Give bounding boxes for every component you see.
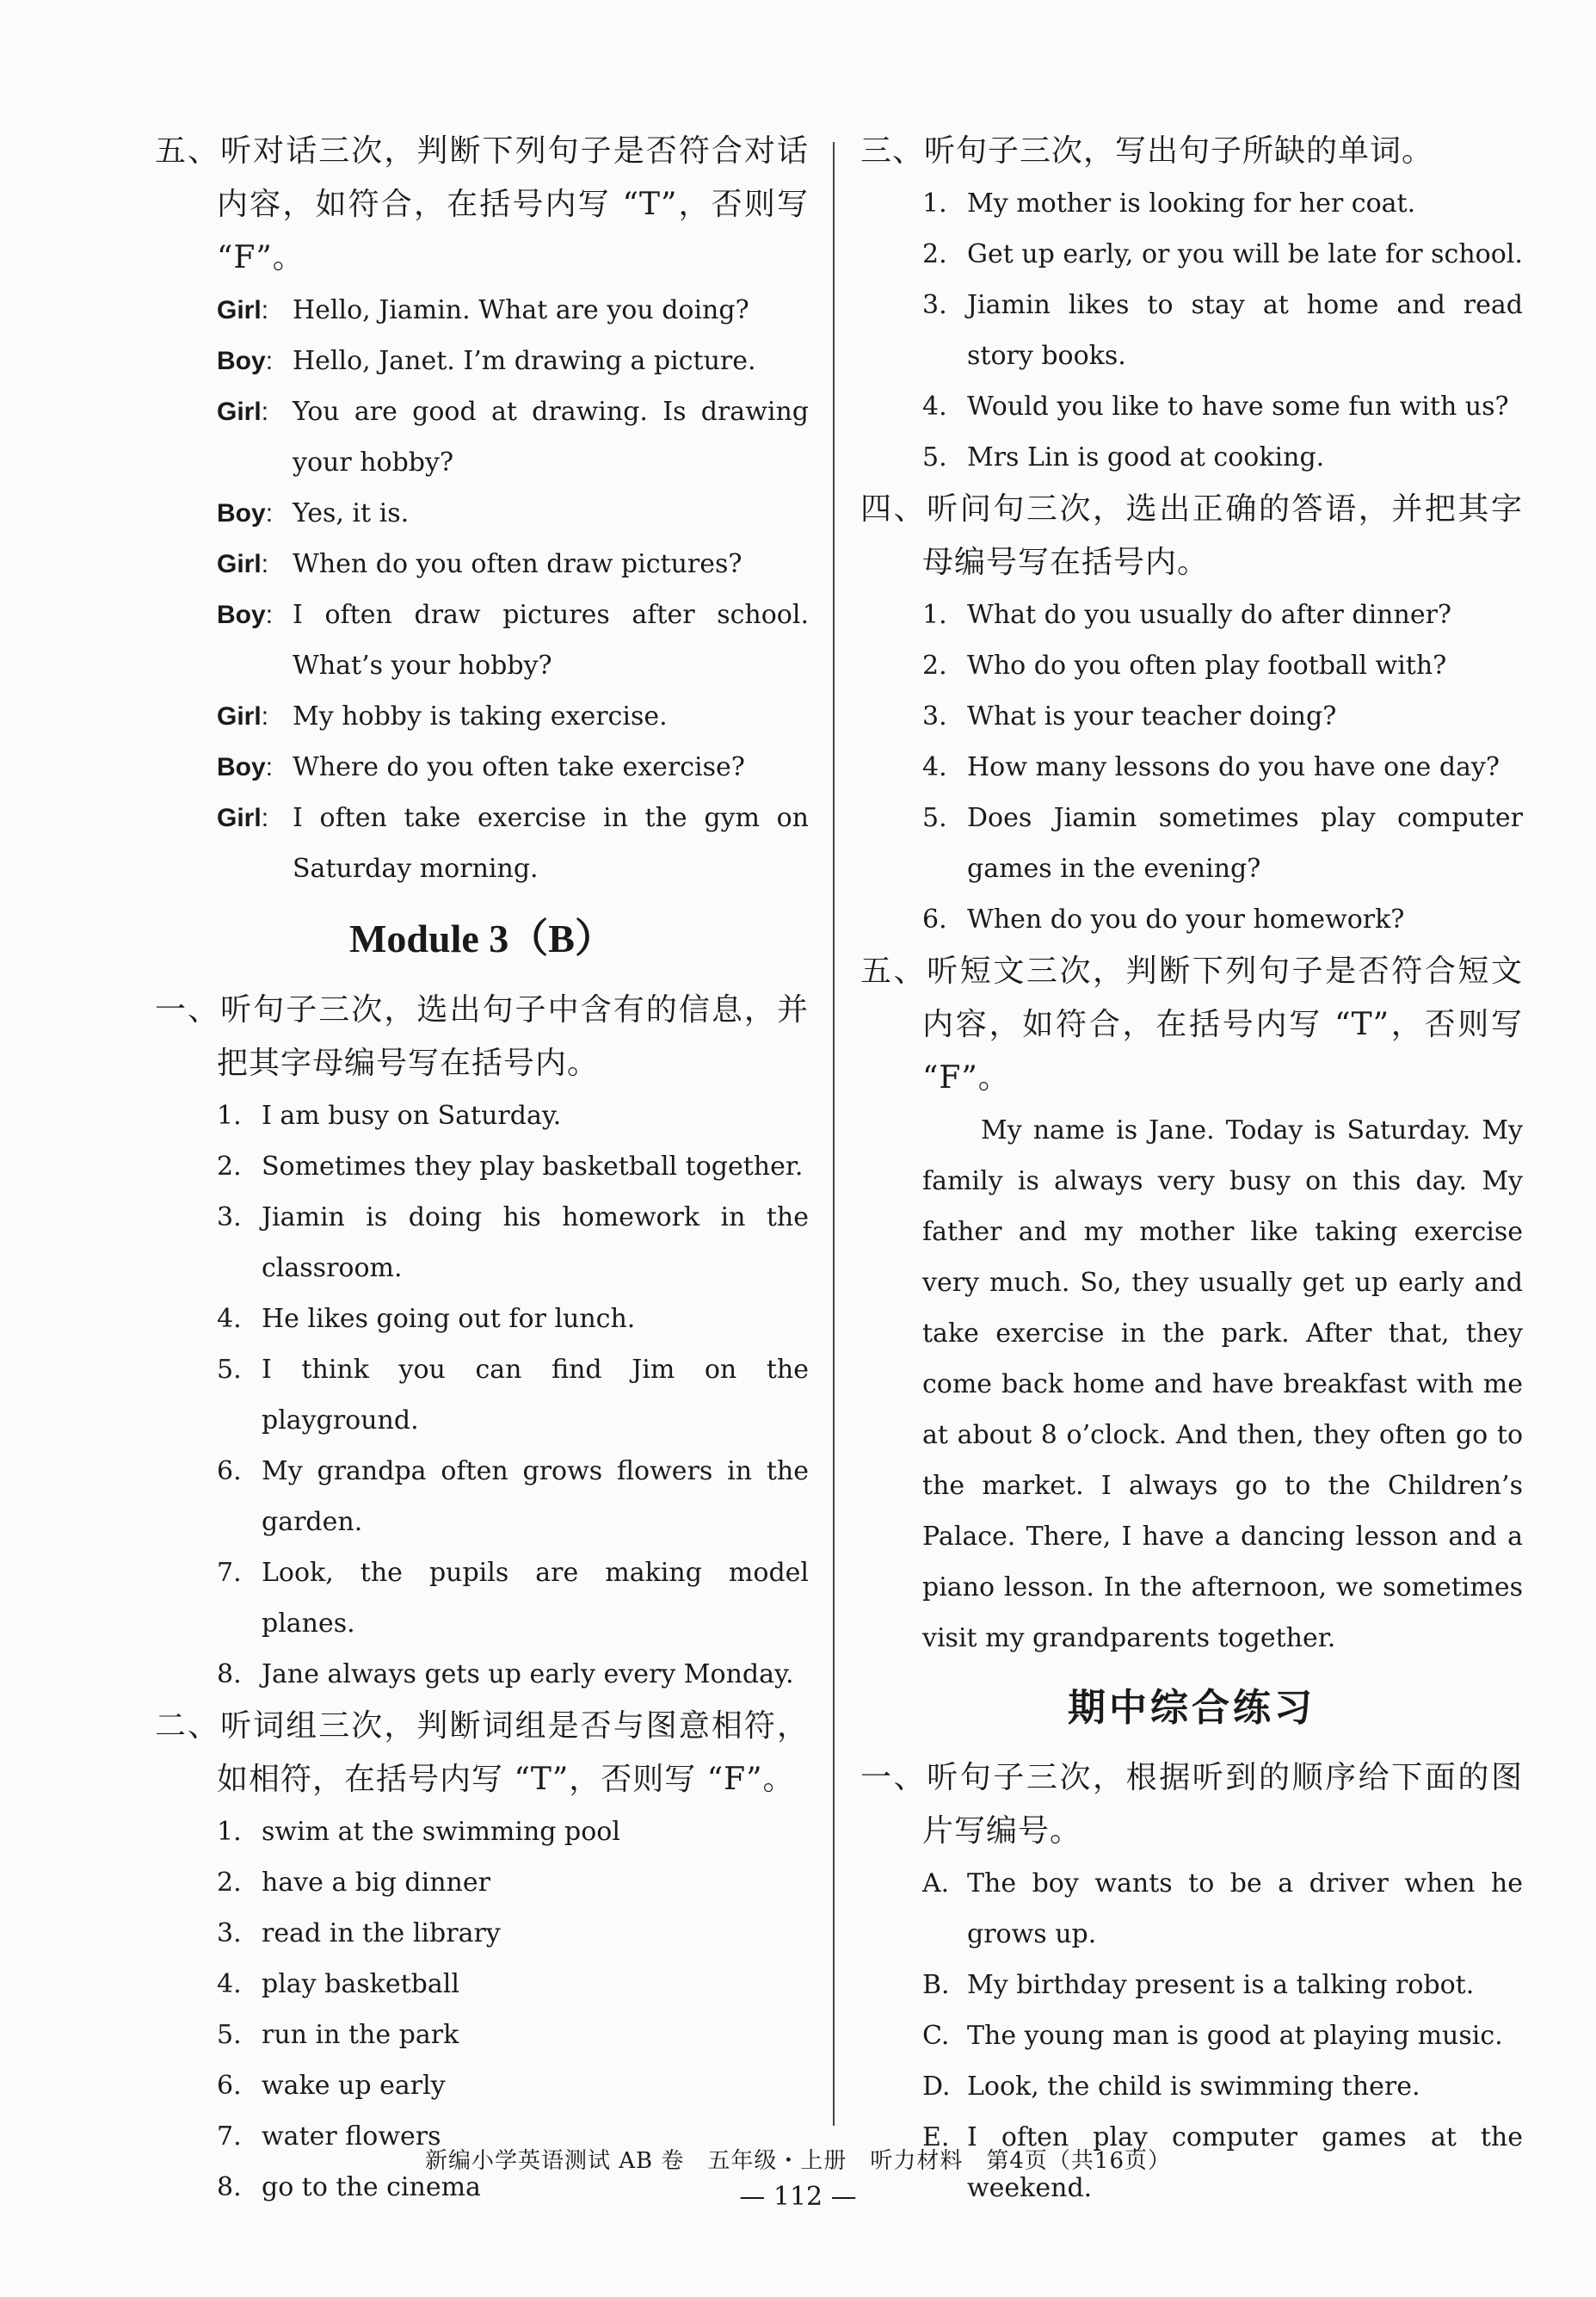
section-4-instructions: 四、听问句三次，选出正确的答语，并把其字母编号写在括号内。: [860, 491, 1523, 580]
list-item: B. My birthday present is a talking robot.: [922, 1970, 1475, 2000]
list-item: 2. Who do you often play football with?: [922, 651, 1447, 681]
section-3-list: [860, 178, 1523, 483]
section-1-instructions: 一、听句子三次，选出句子中含有的信息，并把其字母编号写在括号内。: [155, 992, 809, 1081]
section-4-list: [860, 590, 1523, 945]
right-column: [860, 125, 1523, 2214]
list-item: 4. play basketball: [217, 1969, 459, 1999]
column-divider: [833, 142, 835, 2126]
list-item: 8. Jane always gets up early every Monday.: [217, 1659, 794, 1689]
list-item: 4. Would you like to have some fun with us?: [922, 392, 1509, 422]
list-item: D. Look, the child is swimming there.: [922, 2072, 1420, 2102]
list-item: 4. He likes going out for lunch.: [217, 1304, 636, 1334]
section-5-dialogue-instructions: 五、听对话三次，判断下列句子是否符合对话内容，如符合，在括号内写 “T”，否则写 “F”。: [155, 133, 809, 275]
dialogue-line: Boy: Hello, Janet. I’m drawing a picture.: [217, 346, 756, 376]
dialogue-line: Boy: Yes, it is.: [217, 498, 410, 528]
list-item: 5. Does Jiamin sometimes play computer games in the evening?: [922, 803, 1523, 884]
list-item: 6. wake up early: [217, 2071, 446, 2101]
list-item: 7. water flowers: [217, 2121, 441, 2152]
dialogue-line: Girl: I often take exercise in the gym on Saturday morning.: [217, 803, 809, 884]
list-item: 3. Jiamin likes to stay at home and read story books.: [922, 290, 1523, 371]
list-item: E. I often play computer games at the weekend.: [922, 2122, 1523, 2203]
list-item: 1. What do you usually do after dinner?: [922, 600, 1451, 630]
page-number: — 112 —: [739, 2182, 857, 2212]
list-item: C. The young man is good at playing music.: [922, 2021, 1503, 2051]
list-item: 1. swim at the swimming pool: [217, 1817, 620, 1847]
list-item: 6. When do you do your homework?: [922, 905, 1405, 935]
list-item: 3. Jiamin is doing his homework in the classroom.: [217, 1202, 809, 1283]
list-item: 7. Look, the pupils are making model planes.: [217, 1558, 809, 1639]
list-item: 8. go to the cinema: [217, 2172, 481, 2202]
dialogue-line: Girl: When do you often draw pictures?: [217, 549, 743, 579]
footer-book-info: 新编小学英语测试 AB 卷 五年级・上册 听力材料 第4页（共16页）: [424, 2148, 1172, 2174]
section-2-instructions: 二、听词组三次，判断词组是否与图意相符，如相符，在括号内写 “T”，否则写 “F”。: [155, 1708, 809, 1797]
dialogue-line: Girl: My hobby is taking exercise.: [217, 701, 668, 732]
list-item: 3. What is your teacher doing?: [922, 701, 1337, 732]
section-1-list: [155, 1090, 809, 1700]
list-item: 1. I am busy on Saturday.: [217, 1101, 562, 1131]
list-item: 5. run in the park: [217, 2020, 459, 2050]
list-item: 2. Sometimes they play basketball together.: [217, 1152, 804, 1182]
list-item: 6. My grandpa often grows flowers in the garden.: [217, 1456, 809, 1537]
list-item: 3. read in the library: [217, 1918, 501, 1948]
module-title: Module 3（B）: [349, 917, 614, 960]
list-item: 2. Get up early, or you will be late for school.: [922, 239, 1523, 269]
list-item: 2. have a big dinner: [217, 1868, 490, 1898]
dialogue-line: Boy: Where do you often take exercise?: [217, 752, 745, 782]
dialogue-line: Girl: You are good at drawing. Is drawing your hobby?: [217, 397, 809, 478]
section-5-passage-instructions: 五、听短文三次，判断下列句子是否符合短文内容，如符合，在括号内写 “T”，否则写 “F”。: [860, 954, 1523, 1096]
list-item: 5. I think you can find Jim on the playground.: [217, 1355, 809, 1436]
dialogue: [155, 285, 809, 894]
list-item: 4. How many lessons do you have one day?: [922, 752, 1500, 782]
listening-passage: My name is Jane. Today is Saturday. My family is always very busy on this day. My father and my mother like taking exercise very much. So, they usually get up early and take exercise in the park. After that, they come back home and have breakfast with me at about 8 o’clock. And then, they often go to the market. I always go to the Children’s Palace. There, I have a dancing lesson and a piano lesson. In the afternoon, we sometimes visit my grandparents together.: [922, 1115, 1523, 1653]
list-item: 5. Mrs Lin is good at cooking.: [922, 442, 1325, 472]
list-item: 1. My mother is looking for her coat.: [922, 188, 1416, 219]
midterm-title: 期中综合练习: [1068, 1686, 1316, 1730]
dialogue-line: Boy: I often draw pictures after school. What’s your hobby?: [217, 600, 809, 681]
section-3-instructions: 三、听句子三次，写出句子所缺的单词。: [860, 133, 1434, 169]
list-item: A. The boy wants to be a driver when he grows up.: [922, 1868, 1523, 1949]
midterm-section-1-instructions: 一、听句子三次，根据听到的顺序给下面的图片写编号。: [860, 1760, 1523, 1849]
dialogue-line: Girl: Hello, Jiamin. What are you doing?: [217, 295, 749, 325]
left-column: [155, 125, 809, 2213]
